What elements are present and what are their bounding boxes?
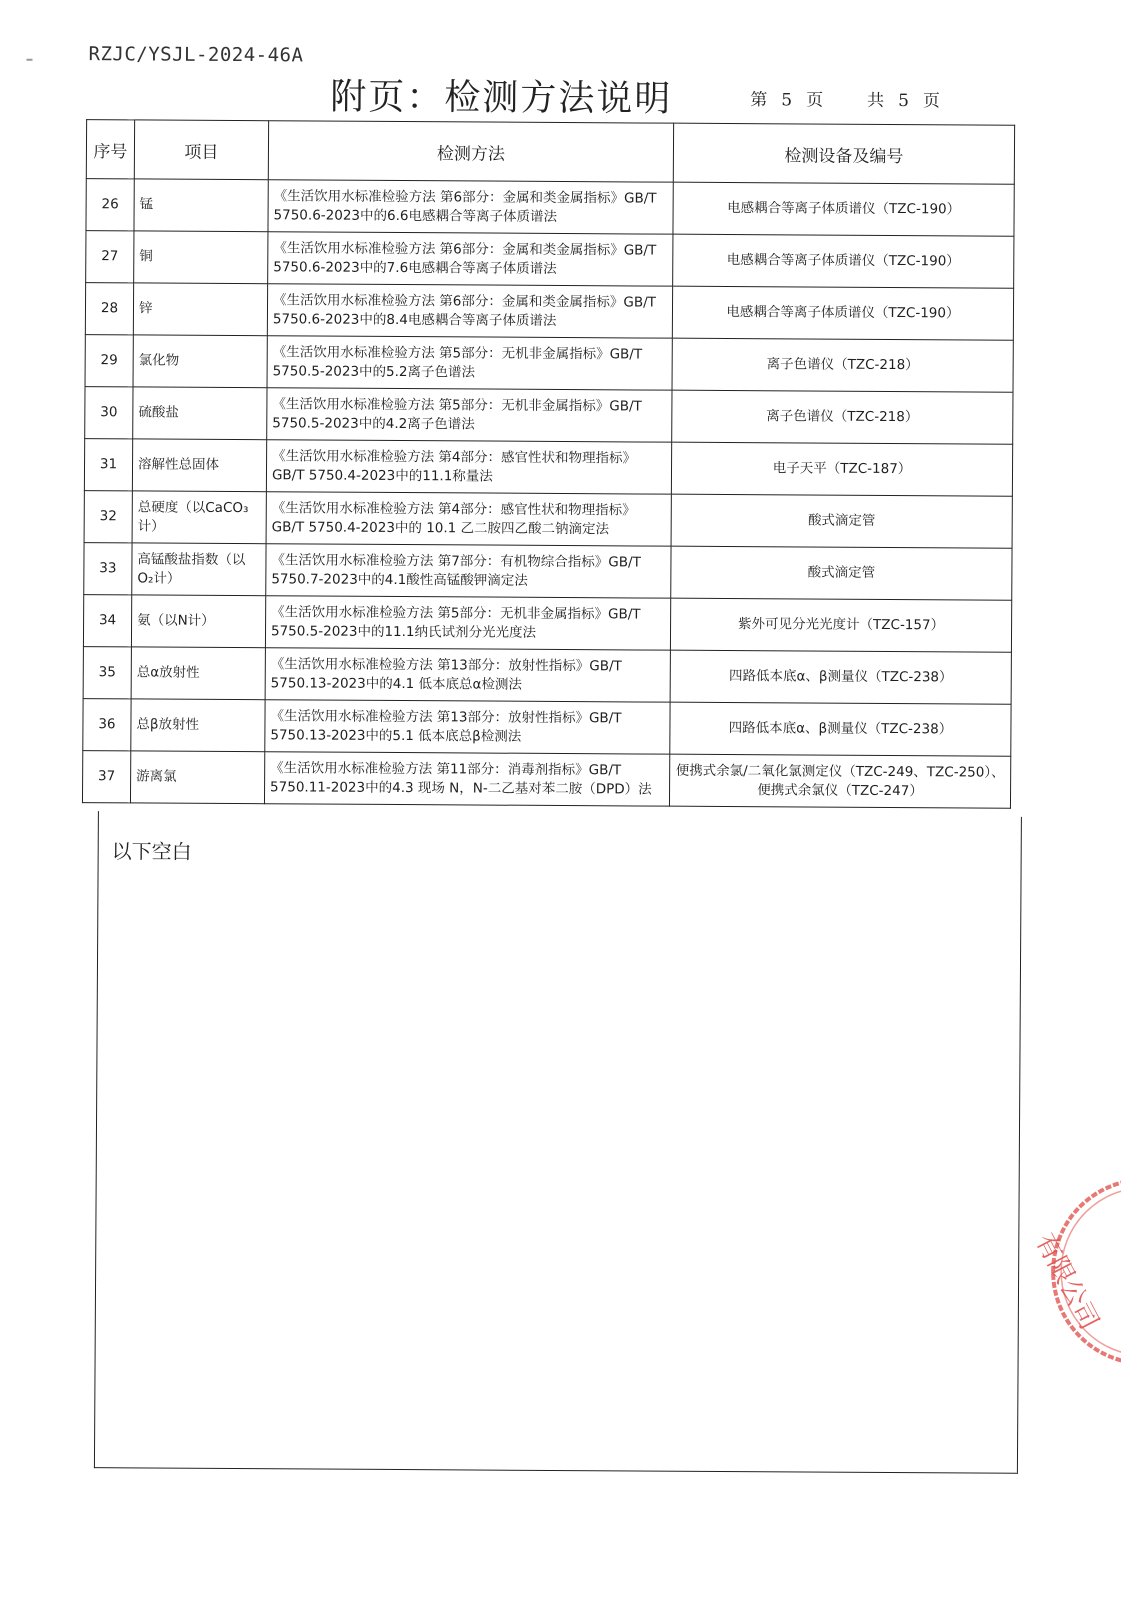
svg-text:有限公司: 有限公司: [1029, 1228, 1105, 1335]
table-row: [84, 439, 1012, 497]
cell-no: 29: [85, 335, 133, 387]
cell-item: 铜: [134, 231, 268, 284]
cell-no: 37: [82, 751, 130, 803]
col-header-method: 检测方法: [268, 121, 673, 182]
page-total: 5: [898, 91, 909, 112]
table-row: [83, 595, 1011, 653]
cell-item: 硫酸盐: [133, 387, 267, 440]
table-row: [86, 231, 1014, 289]
cell-no: 36: [83, 699, 131, 751]
cell-no: 33: [84, 543, 132, 595]
table-row: [83, 699, 1011, 757]
page-indicator: [750, 85, 940, 111]
cell-equipment: 便携式余氯/二氧化氯测定仪（TZC-249、TZC-250）、便携式余氯仪（TZC-247）: [669, 754, 1010, 808]
table-row: [85, 387, 1013, 445]
cell-method: 《生活饮用水标准检验方法 第6部分：金属和类金属指标》GB/T 5750.6-2023中的8.4电感耦合等离子体质谱法: [267, 284, 672, 338]
cell-equipment: 离子色谱仪（TZC-218）: [672, 390, 1013, 444]
cell-method: 《生活饮用水标准检验方法 第5部分：无机非金属指标》GB/T 5750.5-2023中的4.2离子色谱法: [267, 388, 672, 442]
cell-method: 《生活饮用水标准检验方法 第7部分：有机物综合指标》GB/T 5750.7-2023中的4.1酸性高锰酸钾滴定法: [266, 544, 671, 598]
cell-no: 28: [85, 283, 133, 335]
cell-item: 总α放射性: [131, 647, 265, 700]
cell-equipment: 电感耦合等离子体质谱仪（TZC-190）: [673, 234, 1014, 288]
table-header-row: [86, 120, 1014, 185]
cell-method: 《生活饮用水标准检验方法 第13部分：放射性指标》GB/T 5750.13-2023中的5.1 低本底总β检测法: [265, 700, 670, 754]
blank-area: [94, 811, 1022, 1474]
cell-no: 30: [85, 387, 133, 439]
cell-equipment: 离子色谱仪（TZC-218）: [672, 338, 1013, 392]
cell-method: 《生活饮用水标准检验方法 第4部分：感官性状和物理指标》GB/T 5750.4-2023中的11.1称量法: [266, 440, 671, 494]
cell-item: 游离氯: [130, 751, 264, 804]
table-row: [84, 491, 1012, 549]
report-number: RZJC/YSJL-2024-46A: [88, 43, 304, 67]
cell-equipment: 四路低本底α、β测量仪（TZC-238）: [670, 702, 1011, 756]
cell-method: 《生活饮用水标准检验方法 第4部分：感官性状和物理指标》GB/T 5750.4-2023中的 10.1 乙二胺四乙酸二钠滴定法: [266, 492, 671, 546]
cell-no: 26: [86, 179, 134, 231]
cell-item: 氨（以N计）: [131, 595, 265, 648]
col-header-no: 序号: [86, 120, 134, 179]
table-row: [84, 543, 1012, 601]
cell-method: 《生活饮用水标准检验方法 第11部分：消毒剂指标》GB/T 5750.11-2023中的4.3 现场 N，N-二乙基对苯二胺（DPD）法: [264, 752, 669, 806]
table-row: [82, 751, 1010, 809]
cell-equipment: 电子天平（TZC-187）: [671, 442, 1012, 496]
col-header-equipment: 检测设备及编号: [673, 123, 1014, 184]
cell-equipment: 电感耦合等离子体质谱仪（TZC-190）: [673, 182, 1014, 236]
cell-method: 《生活饮用水标准检验方法 第6部分：金属和类金属指标》GB/T 5750.6-2023中的6.6电感耦合等离子体质谱法: [268, 180, 673, 234]
cell-method: 《生活饮用水标准检验方法 第5部分：无机非金属指标》GB/T 5750.5-2023中的11.1纳氏试剂分光光度法: [265, 596, 670, 650]
cell-no: 32: [84, 491, 132, 543]
table-row: [85, 335, 1013, 393]
company-seal: [1015, 1171, 1121, 1372]
table-row: [86, 179, 1014, 237]
scan-speck: [27, 59, 33, 61]
cell-item: 锰: [134, 179, 268, 232]
col-header-item: 项目: [134, 120, 268, 180]
page-title: 附页：检测方法说明: [330, 76, 673, 120]
table-row: [83, 647, 1011, 705]
cell-item: 氯化物: [133, 335, 267, 388]
cell-no: 31: [84, 439, 132, 491]
table-row: [85, 283, 1013, 341]
cell-equipment: 酸式滴定管: [671, 494, 1012, 548]
cell-item: 锌: [133, 283, 267, 336]
cell-item: 总硬度（以CaCO₃计）: [132, 491, 266, 544]
cell-method: 《生活饮用水标准检验方法 第5部分：无机非金属指标》GB/T 5750.5-2023中的5.2离子色谱法: [267, 336, 672, 390]
cell-method: 《生活饮用水标准检验方法 第13部分：放射性指标》GB/T 5750.13-2023中的4.1 低本底总α检测法: [265, 648, 670, 702]
page-current: 5: [781, 90, 793, 111]
cell-equipment: 四路低本底α、β测量仪（TZC-238）: [670, 650, 1011, 704]
cell-no: 27: [86, 231, 134, 283]
cell-item: 溶解性总固体: [132, 439, 266, 492]
cell-no: 34: [83, 595, 131, 647]
cell-equipment: 电感耦合等离子体质谱仪（TZC-190）: [672, 286, 1013, 340]
blank-note: 以下空白: [111, 839, 192, 864]
cell-equipment: 酸式滴定管: [671, 546, 1012, 600]
total-label-pre: 共: [867, 90, 885, 111]
methods-table: [82, 119, 1015, 809]
cell-item: 总β放射性: [131, 699, 265, 752]
total-label-post: 页: [922, 91, 940, 112]
page-label-post: 页: [806, 90, 824, 111]
cell-item: 高锰酸盐指数（以O₂计）: [132, 543, 266, 596]
cell-method: 《生活饮用水标准检验方法 第6部分：金属和类金属指标》GB/T 5750.6-2023中的7.6电感耦合等离子体质谱法: [268, 232, 673, 286]
page-label-pre: 第: [750, 90, 768, 111]
cell-no: 35: [83, 647, 131, 699]
cell-equipment: 紫外可见分光光度计（TZC-157）: [670, 598, 1011, 652]
